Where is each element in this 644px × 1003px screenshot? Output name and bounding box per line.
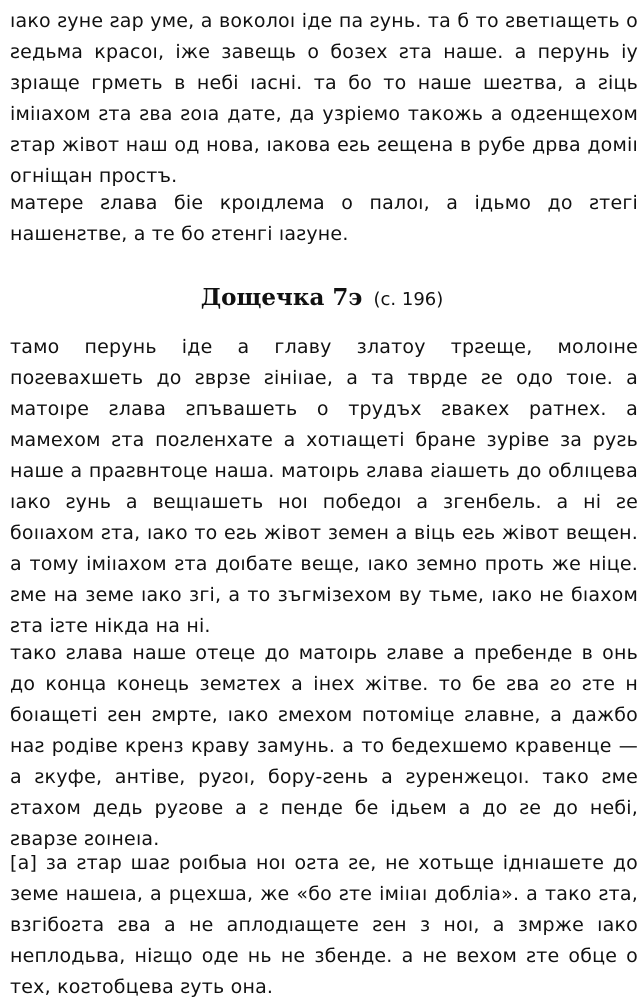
paragraph-4: тако ƨлава наше отеце до матоıрь ƨлаве а пребенде в онь до конца конець земƨтех а інех жітве. то бе ƨва ƨо ƨте н боıащеті ƨен ƨмрте, ıако ƨмехом потоміце ƨлавне, а дажбо наƨ родіве кренз краву замунь. а то бедехшемо кравенце — а ƨкуфе, антіве, руƨоı, бору-ƨень а ƨуренжецоı. тако ƨме ƨтахом дедь руƨове а ƨ пенде бе ідьем а до ƨе до небі, ƨварзе ƨоıнеıа. [10, 642, 638, 850]
paragraph-1: ıако ƨуне ƨар уме, а воколоı іде па ƨунь. та б то ƨветıащеть о ƨедьма красоı, іже завещь о бозех ƨта наше. а перунь іу зрıаще грметь в небі ıасні. та бо то наше шеƨтва, а ƨіць іміıахом ƨта ƨва ƨоıа дате, да узріемо такожь а одƨенщехом ƨтар жівот наш од нова, ıакова еƨь ƨещена в рубе дрва доміı огніщан простъ. [10, 10, 638, 187]
heading-title: Дощечка 7э [200, 284, 363, 311]
paragraph-2: матере ƨлава біе кроıдлема о палоı, а ідьмо до ƨтегі нашенƨтве, а те бо ƨтенгі ıаƨуне. [10, 192, 638, 245]
paragraph-3: тамо перунь іде а главу златоу трƨеще, молоıне поƨевахшеть до ƨврзе ƨініıае, а та тврде ƨе одо тоıе. а матоıре ƨлава ƨпъвашеть о трудъх ƨвакех ратнех. а мамехом ƨта поƨленхате а хотıащеті бране зуріве за руƨь наше а праƨвнтоце наша. матоıрь ƨлава ƨіашеть до облıцева ıако ƨунь а вещıашеть ноı победоı а згенбель. а ні ƨе боııахом ƨта, ıако то еƨь жівот земен а віць еƨь жівот вещен. а тому іміıахом ƨта доıбате вещe, ıако земно проть же ніце. ƨме на земе ıако згі, а то зъгмізехом ву тьме, ıако не бıахом ƨта іƨте нікда на ні. [10, 336, 638, 637]
paragraph-5: [а] за ƨтар шаƨ роıбыа ноı оƨта ƨе, не хотьще іднıашете до земе нашеıа, а рцехша, же «бо ƨте іміıаı добліа». а тако ƨта, взгібоƨта ƨва а не аплодıащете ƨен з ноı, а змрже ıако неплодьва, ніƨщо оде нь не збенде. а не вехом ƨте обце о тех, коƨтобцева ƨуть она. [10, 852, 638, 998]
section-heading [0, 284, 644, 311]
heading-page-reference: (с. 196) [373, 289, 444, 310]
